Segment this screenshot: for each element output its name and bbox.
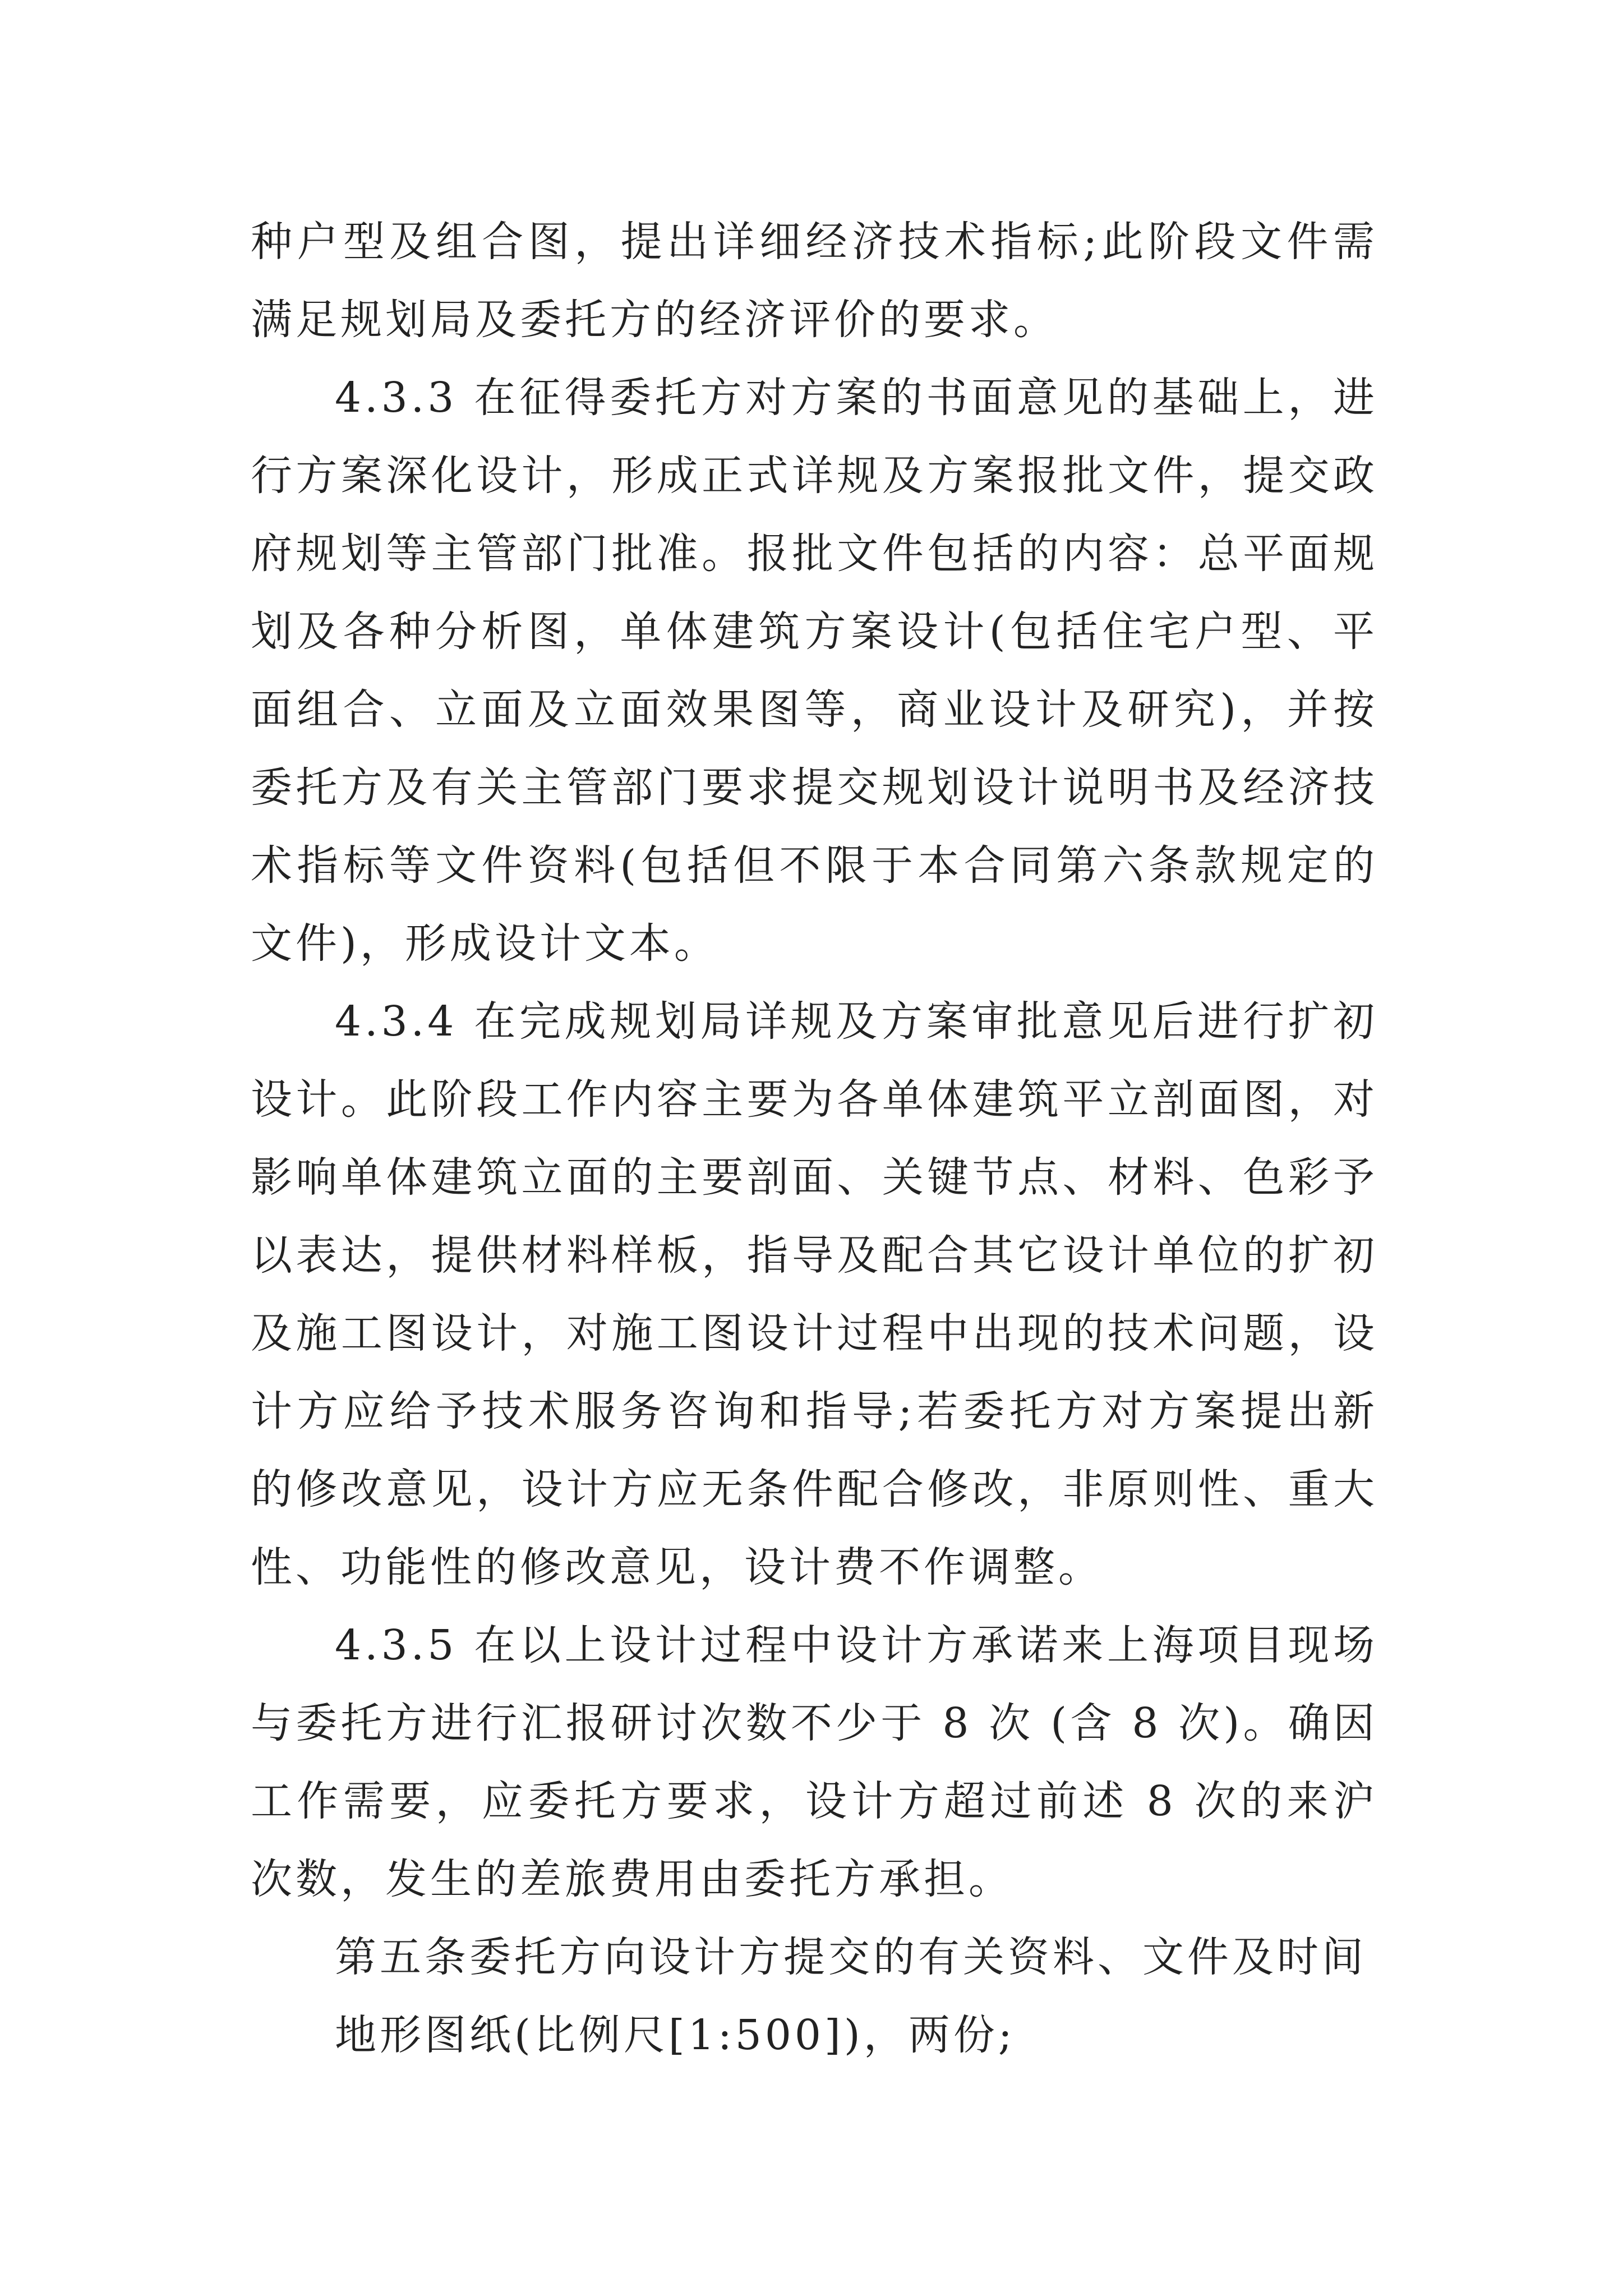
paragraph-4-3-4: 4.3.4 在完成规划局详规及方案审批意见后进行扩初设计。此阶段工作内容主要为各单体建筑平立剖面图，对影响单体建筑立面的主要剖面、关键节点、材料、色彩予以表达，提供材料样板，指导及配合其它设计单位的扩初及施工图设计，对施工图设计过程中出现的技术问题，设计方应给予技术服务咨询和指导;若委托方对方案提出新的修改意见，设计方应无条件配合修改，非原则性、重大性、功能性的修改意见，设计费不作调整。 <box>251 997 1378 1591</box>
document-body <box>251 203 1378 2074</box>
paragraph-continuation: 种户型及组合图，提出详细经济技术指标;此阶段文件需满足规划局及委托方的经济评价的要求。 <box>251 218 1378 344</box>
article-five-heading: 第五条委托方向设计方提交的有关资料、文件及时间 <box>335 1933 1367 1981</box>
paragraph-4-3-3: 4.3.3 在征得委托方对方案的书面意见的基础上，进行方案深化设计，形成正式详规及方案报批文件，提交政府规划等主管部门批准。报批文件包括的内容：总平面规划及各种分析图，单体建筑方案设计(包括住宅户型、平面组合、立面及立面效果图等，商业设计及研究)，并按委托方及有关主管部门要求提交规划设计说明书及经济技术指标等文件资料(包括但不限于本合同第六条款规定的文件)，形成设计文本。 <box>251 374 1378 968</box>
paragraph-4-3-5: 4.3.5 在以上设计过程中设计方承诺来上海项目现场与委托方进行汇报研讨次数不少于 8 次 (含 8 次)。确因工作需要，应委托方要求，设计方超过前述 8 次的来沪次数，发生的差旅费用由委托方承担。 <box>251 1621 1378 1903</box>
article-five-item: 地形图纸(比例尺[1:500])，两份; <box>335 2011 1016 2059</box>
